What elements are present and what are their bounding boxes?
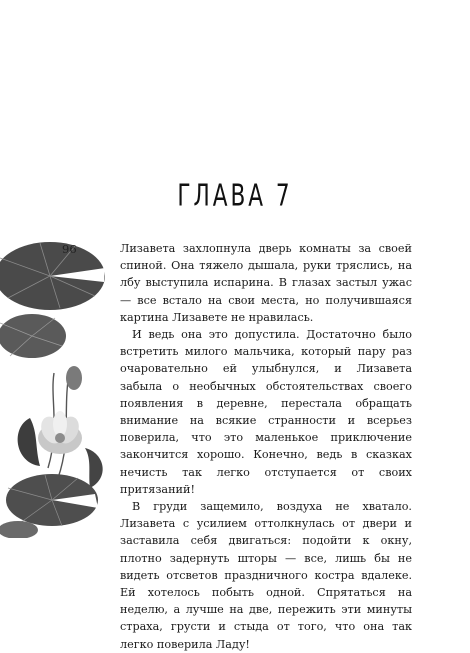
leaf-right xyxy=(85,448,103,488)
chapter-title: ГЛАВА 7 xyxy=(177,178,293,213)
water-lily-leaves-icon xyxy=(0,238,118,538)
paragraph: Лизавета захлопнула дверь комнаты за своей спиной. Она тяжело дышала, руки тряслись, на лбу выступила испарина. В глазах застыл ужас — все встало на свои места, но получившаяся картина Лизавете не нравилась. xyxy=(120,242,412,324)
lily-pad-small xyxy=(0,521,38,538)
lily-pad-bottom xyxy=(6,474,98,526)
lily-bud xyxy=(66,366,82,390)
page-number: 96 xyxy=(62,242,77,256)
chapter-text xyxy=(120,240,412,653)
lily-pad-middle xyxy=(0,314,66,358)
lily-flower xyxy=(37,411,83,454)
lily-pad-top xyxy=(0,242,105,310)
paragraph: В груди защемило, воздуха не хватало. Лизавета с усилием оттолкнулась от двери и заставила себя двигаться: подойти к окну, плотно задернуть шторы — все, лишь бы не видеть отсветов праздничного костра вдалеке. Ей хотелось побыть одной. Спрятаться на неделю, а лучше на две, пережить эти минуты страха, грусти и стыда от того, что она так легко поверила Ладу! xyxy=(120,500,412,651)
paragraph: И ведь она это допустила. Достаточно было встретить милого мальчика, который пару раз очаровательно ей улыбнулся, и Лизавета забыла о необычных обстоятельствах своего появления в деревне, перестала обращать внимание на всякие странности и всерьез поверила, что это маленькое приключение закончится хорошо. Конечно, ведь в сказках нечисть так легко отступается от своих притязаний! xyxy=(120,328,412,496)
leaf-left xyxy=(18,418,40,466)
